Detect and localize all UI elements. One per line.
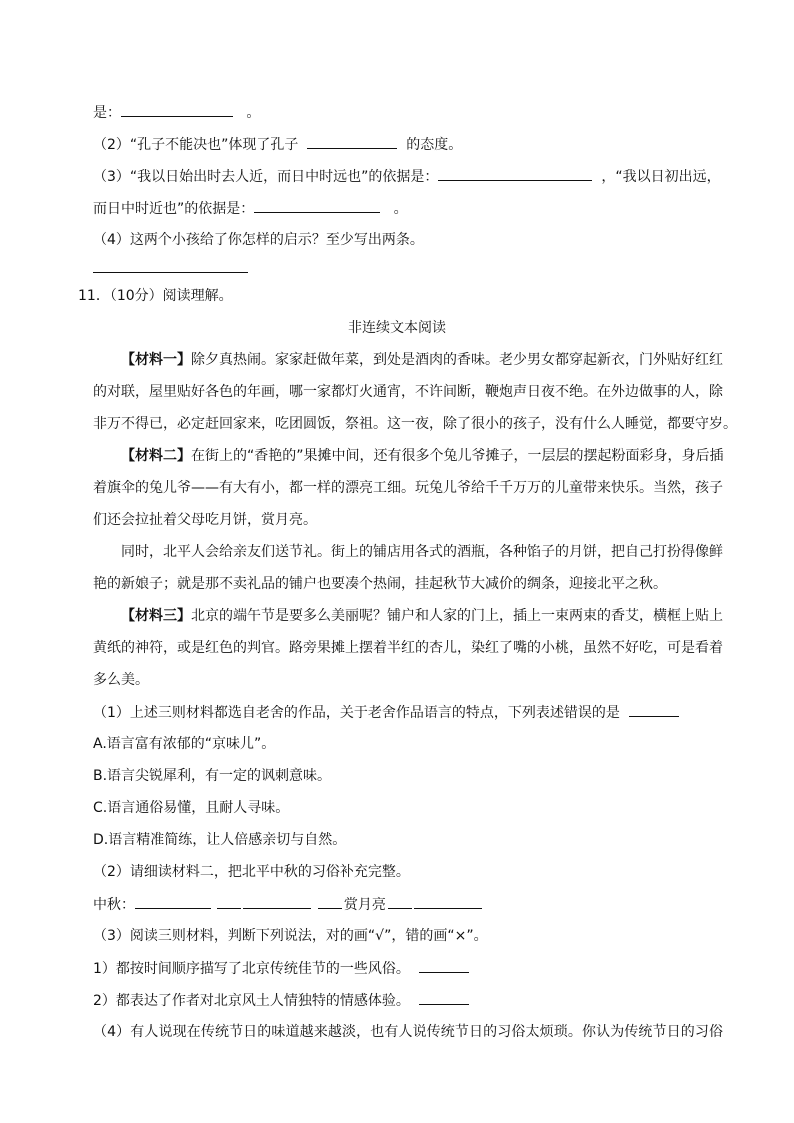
q10-sub2-text: （2）“孔子不能决也”体现了孔子 — [93, 137, 299, 153]
judge-item-2-text: 2）都表达了作者对北京风土人情独特的情感体验。 — [93, 993, 410, 1009]
q10-line1-text: 是： — [93, 105, 121, 121]
option-d[interactable]: D.语言精准简练，让人倍感亲切与自然。 — [93, 832, 347, 848]
dash-connector — [388, 899, 412, 909]
passage-title: 非连续文本阅读 — [348, 320, 446, 336]
material3-line2: 黄纸的神符，或是红色的判官。路旁果摊上摆着半红的杏儿，染红了嘴的小桃，虽然不好吃，可是看着 — [93, 640, 723, 656]
material1-line1 — [121, 350, 723, 370]
q10-sub3-line2-end: 。 — [393, 201, 408, 217]
material1-line2: 的对联，屋里贴好各色的年画，哪一家都灯火通宵，不许间断，鞭炮声日夜不绝。在外边做事的人，除 — [93, 384, 723, 400]
judge-item-1 — [93, 958, 723, 978]
material2-line3: 们还会拉扯着父母吃月饼，赏月亮。 — [93, 512, 317, 528]
q10-sub3-mid: ，“我以日初出远， — [601, 169, 721, 185]
q10-sub3-line1 — [93, 166, 723, 186]
mid-autumn-label: 中秋： — [93, 897, 135, 913]
q11-sub1-text: （1）上述三则材料都选自老舍的作品，关于老舍作品语言的特点，下列表述错误的是 — [93, 705, 620, 721]
material3-tag: 【材料三】 — [121, 608, 191, 624]
material2b-line1: 同时，北平人会给亲友们送节礼。街上的铺店用各式的酒瓶，各种馅子的月饼，把自己打扮得像鲜 — [121, 544, 723, 560]
q11-header: 11．（10分）阅读理解。 — [78, 288, 233, 304]
q10-sub3-line2 — [93, 198, 723, 218]
material3-text: 北京的端午节是要多么美丽呢？铺户和人家的门上，插上一束两束的香艾，横框上贴上 — [191, 608, 723, 624]
material3-line3: 多么美。 — [93, 672, 149, 688]
q10-sub4: （4）这两个小孩给了你怎样的启示？至少写出两条。 — [93, 232, 424, 248]
q11-sub1 — [93, 702, 723, 722]
option-c[interactable]: C.语言通俗易懂，且耐人寻味。 — [93, 800, 290, 816]
answer-blank[interactable] — [419, 958, 469, 973]
q11-sub3: （3）阅读三则材料，判断下列说法，对的画“√”，错的画“×”。 — [93, 928, 488, 944]
answer-blank[interactable] — [414, 894, 482, 909]
answer-blank[interactable] — [629, 702, 679, 717]
answer-line[interactable] — [93, 272, 248, 273]
q10-sub3-text: （3）“我以日始出时去人近，而日中时远也”的依据是： — [93, 169, 439, 185]
q10-sub2-end: 的态度。 — [406, 137, 463, 153]
answer-blank[interactable] — [438, 166, 592, 181]
q11-sub2: （2）请细读材料二，把北平中秋的习俗补充完整。 — [93, 864, 410, 880]
q10-answer-line-1 — [93, 102, 723, 122]
answer-blank[interactable] — [121, 102, 233, 117]
answer-blank[interactable] — [419, 990, 469, 1005]
q10-sub3-line2-text: 而日中时近也”的依据是： — [93, 201, 255, 217]
answer-blank[interactable] — [243, 894, 311, 909]
material2b-line2: 艳的新娘子；就是那不卖礼品的铺户也要凑个热闹，挂起秋节大减价的绸条，迎接北平之秋。 — [93, 576, 667, 592]
q11-sub4: （4）有人说现在传统节日的味道越来越淡，也有人说传统节日的习俗太烦琐。你认为传统节日的习俗 — [93, 1024, 723, 1040]
dash-connector — [318, 899, 342, 909]
judge-item-1-text: 1）都按时间顺序描写了北京传统佳节的一些风俗。 — [93, 961, 410, 977]
answer-blank[interactable] — [254, 198, 380, 213]
q10-line1-end: 。 — [246, 105, 261, 121]
material2-line2: 着旗伞的兔儿爷——有大有小，都一样的漂亮工细。玩兔儿爷给千千万万的儿童带来快乐。当然，孩子 — [93, 480, 723, 496]
option-a[interactable]: A.语言富有浓郁的“京味儿”。 — [93, 736, 276, 752]
q10-sub2 — [93, 134, 723, 154]
material3-line1 — [121, 606, 723, 626]
material1-tag: 【材料一】 — [121, 352, 191, 368]
answer-blank[interactable] — [307, 134, 397, 149]
material2-line1 — [121, 446, 723, 466]
mid-autumn-known-custom: 赏月亮 — [343, 897, 386, 913]
material2-tag: 【材料二】 — [121, 448, 191, 464]
mid-autumn-fill-line — [93, 894, 723, 914]
judge-item-2 — [93, 990, 723, 1010]
option-b[interactable]: B.语言尖锐犀利，有一定的讽刺意味。 — [93, 768, 332, 784]
dash-connector — [217, 899, 241, 909]
answer-blank[interactable] — [135, 894, 211, 909]
material1-text: 除夕真热闹。家家赶做年菜，到处是酒肉的香味。老少男女都穿起新衣，门外贴好红红 — [191, 352, 723, 368]
material2-text: 在街上的“香艳的”果摊中间，还有很多个兔儿爷摊子，一层层的摆起粉面彩身，身后插 — [191, 448, 724, 464]
material1-line3: 非万不得已，必定赶回家来，吃团圆饭，祭祖。这一夜，除了很小的孩子，没有什么人睡觉，都要守岁。 — [93, 416, 737, 432]
